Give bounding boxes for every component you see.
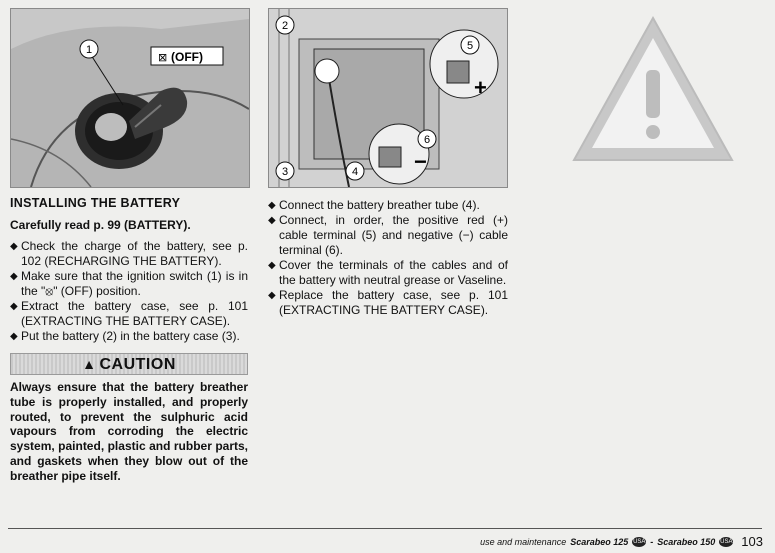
- diamond-bullet-icon: ◆: [10, 301, 18, 312]
- caution-title: CAUTION: [99, 355, 176, 373]
- diamond-bullet-icon: ◆: [10, 331, 18, 342]
- diamond-bullet-icon: ◆: [10, 271, 18, 282]
- page-number: 103: [741, 534, 763, 549]
- usa-badge-icon: USA: [633, 538, 646, 545]
- figure-battery: [268, 8, 508, 188]
- middle-column: [268, 198, 508, 318]
- ignition-illustration: [11, 9, 249, 187]
- off-label: (OFF): [171, 50, 203, 64]
- bullet-item: ◆ Check the charge of the battery, see p. 102 (RECHARGING THE BATTERY).: [10, 239, 248, 268]
- bullet-item: ◆ Connect the battery breather tube (4).: [268, 198, 480, 212]
- diamond-bullet-icon: ◆: [268, 290, 276, 301]
- diamond-bullet-icon: ◆: [268, 200, 276, 211]
- section-subheading: Carefully read p. 99 (BATTERY).: [10, 218, 191, 232]
- callout-1: 1: [85, 44, 93, 56]
- footer-rule: [8, 528, 762, 529]
- bullet-item: ◆ Put the battery (2) in the battery case (3).: [10, 329, 240, 343]
- caution-text: Always ensure that the battery breather tube is properly installed, and properly routed, to prevent the sulphuric acid vapours from corroding the electric system, painted, plastic and rubber parts, and gaskets when they blow out of the breather pipe itself.: [10, 380, 248, 483]
- bullet-item: ◆ Cover the terminals of the cables and of the battery with neutral grease or Vaseline.: [268, 258, 508, 287]
- bullet-item: ◆ Make sure that the ignition switch (1) is in the "⦻" (OFF) position.: [10, 269, 248, 298]
- diamond-bullet-icon: ◆: [268, 260, 276, 271]
- usa-badge-icon: USA: [720, 538, 733, 545]
- callout-4: 4: [351, 166, 359, 178]
- section-heading: INSTALLING THE BATTERY: [10, 196, 181, 210]
- bullet-item: ◆ Connect, in order, the positive red (+) cable terminal (5) and negative (−) cable terminal (6).: [268, 213, 508, 257]
- callout-3: 3: [281, 166, 289, 178]
- bullet-item: ◆ Replace the battery case, see p. 101 (EXTRACTING THE BATTERY CASE).: [268, 288, 508, 317]
- callout-2: 2: [281, 20, 289, 32]
- figure-ignition-switch: [10, 8, 250, 188]
- caution-banner: [10, 353, 248, 375]
- warning-sign-icon: [568, 12, 738, 167]
- diamond-bullet-icon: ◆: [10, 241, 18, 252]
- diamond-bullet-icon: ◆: [268, 215, 276, 226]
- minus-sign: −: [414, 149, 427, 174]
- battery-illustration: [269, 9, 507, 187]
- left-column: [10, 196, 248, 484]
- footer-separator: -: [650, 536, 654, 547]
- footer-model-1: Scarabeo 125: [570, 536, 629, 547]
- svg-text:⊠: ⊠: [158, 51, 168, 64]
- plus-sign: +: [474, 75, 487, 100]
- footer-prefix: use and maintenance: [480, 536, 567, 547]
- bullet-item: ◆ Extract the battery case, see p. 101 (EXTRACTING THE BATTERY CASE).: [10, 299, 248, 328]
- callout-6: 6: [423, 134, 431, 146]
- callout-5: 5: [466, 40, 474, 52]
- page-footer: [480, 534, 763, 549]
- warning-triangle-icon: ▲: [82, 355, 97, 372]
- footer-model-2: Scarabeo 150: [657, 536, 716, 547]
